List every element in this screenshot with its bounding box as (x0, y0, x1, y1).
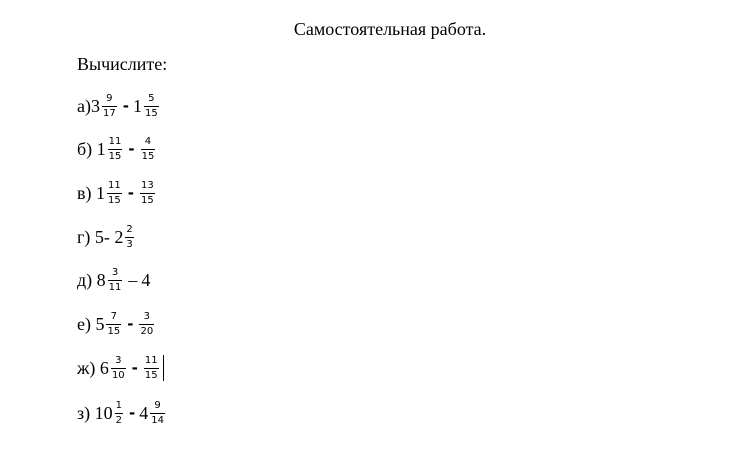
denominator: 15 (144, 107, 158, 119)
task-item (77, 304, 156, 344)
task-label: а)3 (77, 95, 100, 116)
task-item (77, 173, 157, 213)
task-label: д) 8 (77, 269, 106, 290)
denominator: 2 (115, 414, 122, 426)
numerator: 11 (108, 179, 121, 191)
numerator: 3 (111, 266, 119, 278)
fraction (115, 400, 123, 427)
whole-number: 4 (139, 402, 149, 423)
numerator: 5 (148, 92, 155, 104)
task-item (77, 217, 136, 257)
numerator: 13 (140, 179, 154, 191)
denominator: 10 (111, 369, 125, 381)
numerator: 7 (110, 310, 118, 322)
numerator: 11 (108, 135, 122, 147)
task-item (77, 129, 157, 169)
denominator: 15 (107, 325, 121, 337)
denominator: 11 (108, 281, 122, 293)
fraction (108, 267, 123, 294)
minus-sign: - (127, 315, 134, 333)
fraction (106, 311, 121, 338)
task-label: в) 1 (77, 182, 105, 203)
fraction (150, 400, 165, 427)
denominator: 15 (141, 150, 155, 162)
minus-sign: - (127, 184, 134, 202)
task-prompt: Вычислите: (77, 54, 168, 74)
denominator: 15 (144, 369, 158, 381)
numerator: 9 (106, 92, 113, 104)
minus-sign: - (122, 97, 129, 115)
minus-sign: - (128, 140, 135, 158)
task-label: е) 5 (77, 313, 105, 334)
fraction (102, 93, 117, 120)
denominator: 14 (151, 414, 164, 426)
numerator: 3 (143, 310, 150, 322)
fraction (107, 180, 122, 207)
numerator: 2 (126, 223, 133, 235)
denominator: 20 (140, 325, 154, 337)
task-label: ж) 6 (77, 357, 109, 378)
numerator: 3 (115, 354, 122, 366)
fraction (144, 355, 159, 382)
fraction (108, 136, 123, 163)
denominator: 3 (126, 238, 133, 250)
task-label: з) 10 (77, 402, 113, 423)
en-dash-sign: – (128, 269, 138, 290)
task-label: г) 5- 2 (77, 226, 124, 247)
task-label: б) 1 (77, 138, 106, 159)
task-item (77, 260, 150, 300)
fraction (144, 93, 159, 120)
denominator: 15 (140, 194, 154, 206)
whole-number: 4 (141, 269, 151, 290)
numerator: 4 (144, 135, 152, 147)
numerator: 1 (115, 399, 122, 411)
numerator: 11 (144, 354, 158, 366)
fraction (141, 136, 156, 163)
document-title: Самостоятельная работа. (293, 19, 487, 39)
fraction (111, 355, 126, 382)
denominator: 17 (102, 107, 116, 119)
task-item (77, 86, 161, 126)
task-item (77, 348, 164, 388)
text-cursor (163, 355, 164, 381)
fraction (140, 180, 155, 207)
denominator: 15 (108, 150, 122, 162)
denominator: 15 (108, 194, 121, 206)
whole-number: 1 (132, 95, 142, 116)
minus-sign: - (128, 404, 136, 422)
numerator: 9 (154, 399, 161, 411)
minus-sign: - (131, 359, 138, 377)
fraction (125, 224, 133, 251)
task-item (77, 393, 167, 433)
fraction (139, 311, 154, 338)
